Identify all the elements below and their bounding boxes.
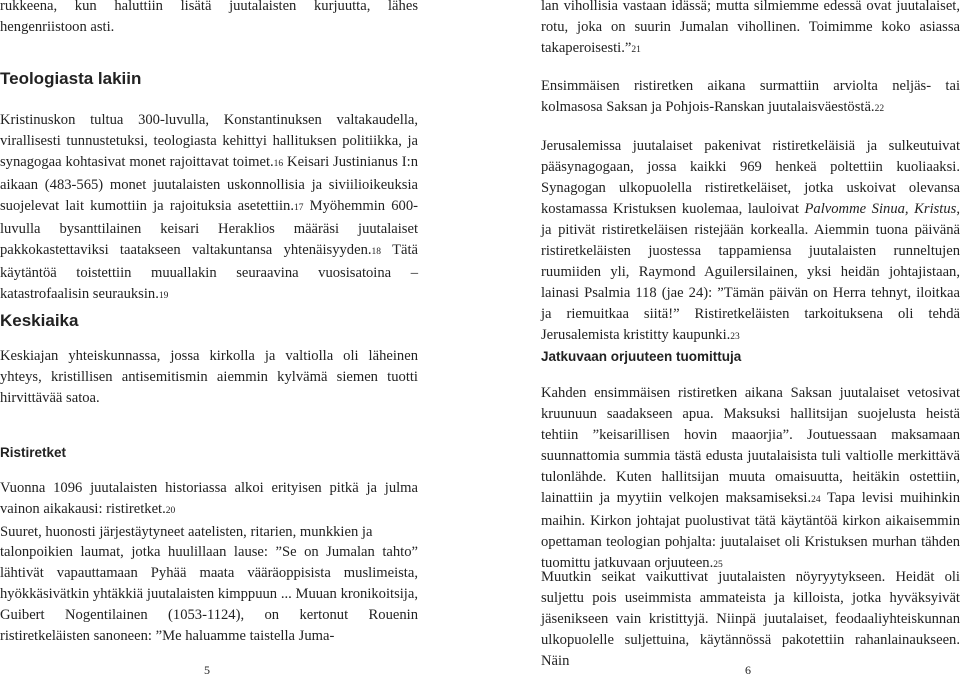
paragraph-keskiaika: Keskiajan yhteiskunnassa, jossa kirkolla ja valtiolla oli läheinen yhteys, kristillisen antisemitismin aiemmin kylvämä siemen tuotti hirvittävää satoa. [0, 348, 418, 406]
heading-teologiasta-lakiin: Teologiasta lakiin [0, 69, 142, 88]
heading-jatkuvaan-orjuuteen: Jatkuvaan orjuuteen tuomittuja [541, 349, 742, 364]
footnote-ref-22: 22 [874, 104, 885, 114]
footnote-ref-17: 17 [293, 203, 304, 213]
intro-paragraph: rukkeena, kun haluttiin lisätä juutalaisten kurjuutta, lähes hengenriistoon asti. [0, 0, 418, 35]
paragraph-teologiasta: Kristinuskon tultua 300-luvulla, Konstantinuksen valtakaudella, virallisesti tunnustetuksi, teologiasta kehittyi hallituksen politiikka, ja synagogaa kohtasivat monet rajoittavat toimet.16 Keisari Justinianus I:n aikaan (483-565) monet juutalaisten uskonnollisia ja siviilioikeuksia suojelevat lait kumottiin ja rajoituksia asetettiin.17 Myöhemmin 600-luvulla bysanttilainen keisari Heraklios määräsi juutalaiset pakkokastettaviksi taatakseen valtakuntansa yhtenäisyyden.18 Tätä käytäntöä toistettiin muuallakin seuraavina vuosisatoina – katastrofaalisin seurauksin.19 [0, 112, 418, 302]
quote-paragraph-left: talonpoikien laumat, jotka huulillaan lause: ”Se on Jumalan tahto” lähtivät vapauttamaan Pyhää maata vääräoppisista muslimeista, hyökkäsivätkin yhtäkkiä juutalaisten kimppuun ... Muuan kronikoitsija, Guibert Nogentilainen (1053-1124), on kertonut Rouenin ristiretkeläisten sanoneen: ”Me haluamme taistella Juma- [0, 544, 418, 644]
page-number-right: 6 [745, 663, 751, 677]
paragraph-jerusalem: Jerusalemissa juutalaiset pakenivat ristiretkeläisiä ja sulkeutuivat pääsynagogaan, jossa kaikki 969 henkeä poltettiin kuoliaaksi. Synagogan ulkopuolella ristiretkeläiset, jotka uskoivat olevansa kostamassa Kristuksen kuolemaa, lauloivat Palvomme Sinua, Kristus, ja pitivät ristiretkeläisen ristejään korkealla. Aiemmin tuona päivänä ristiretkeläisten juostessa tappamiensa juutalaisten runneltujen ruumiiden yli, Raymond Aguilersilainen, yksi heidän johtajistaan, lainasi Psalmia 118 (jae 24): ”Tämän päivän on Herra tehnyt, iloitkaa ja riemuitkaa siitä!” Ristiretkeläisten tarkoituksena oli tehdä Jerusalemista kristitty kaupunki.23 [541, 138, 960, 343]
paragraph-nooryytys: Muutkin seikat vaikuttivat juutalaisten nöyryytykseen. Heidät oli suljettu pois useimmista ammateista ja killoista, jotka hyväksyivät jäsenikseen vain kristittyjä. Niinpä juutalaiset, feodaaliyhteiskunnan ulkopuolelle suljettuina, käytännössä pakotettiin rahanlainaukseen. Näin [541, 569, 960, 669]
footnote-ref-21: 21 [631, 45, 641, 55]
heading-keskiaika: Keskiaika [0, 311, 79, 330]
footnote-ref-24: 24 [811, 495, 821, 505]
hymn-title: Palvomme Sinua, Kristus [804, 201, 957, 217]
footnote-ref-25: 25 [713, 560, 723, 570]
quote-continuation: lan vihollisia vastaan idässä; mutta silmiemme edessä ovat juutalaiset, rotu, joka on suurin Jumalan vihollinen. Toimimme koko asiassa takaperoisesti.”21 [541, 0, 960, 56]
page-number-left: 5 [204, 663, 210, 677]
paragraph-orjuus: Kahden ensimmäisen ristiretken aikana Saksan juutalaiset vetosivat kruunuun saadakseen apua. Maksuksi hallitsijan suojelusta heistä tehtiin ”keisarillisen hovin maaorjia”. Joutuessaan maksamaan suunnattomia summia tästä edusta juutalaisista tuli valtiolle merkittävä tulonlähde. Kuten hallitsijan muuta omaisuutta, heitäkin ostettiin, lainattiin ja myytiin velkojen maksamiseksi.24 Tapa levisi muihinkin maihin. Kirkon johtajat puolustivat tätä käytäntöä kirkon aikaisemmin opettaman teologian pohjalta: juutalaiset oli Kristuksen murhan tähden tuomittu jatkuvaan orjuuteen.25 [541, 385, 960, 571]
heading-ristiretket: Ristiretket [0, 445, 67, 460]
footnote-ref-19: 19 [158, 291, 169, 301]
paragraph-ristiretket: Vuonna 1096 juutalaisten historiassa alkoi erityisen pitkä ja julma vainon aikakausi: ristiretket.20 Suuret, huonosti järjestäytyneet aatelisten, ritarien, munkkien ja [0, 480, 418, 540]
footnote-ref-18: 18 [371, 247, 382, 257]
footnote-ref-20: 20 [165, 506, 176, 516]
paragraph-ensimmainen-ristiretki: Ensimmäisen ristiretken aikana surmattiin arviolta neljäs- tai kolmasosa Saksan ja Pohjois-Ranskan juutalaisväestöstä.22 [541, 78, 960, 115]
footnote-ref-16: 16 [273, 159, 284, 169]
footnote-ref-23: 23 [730, 332, 740, 342]
